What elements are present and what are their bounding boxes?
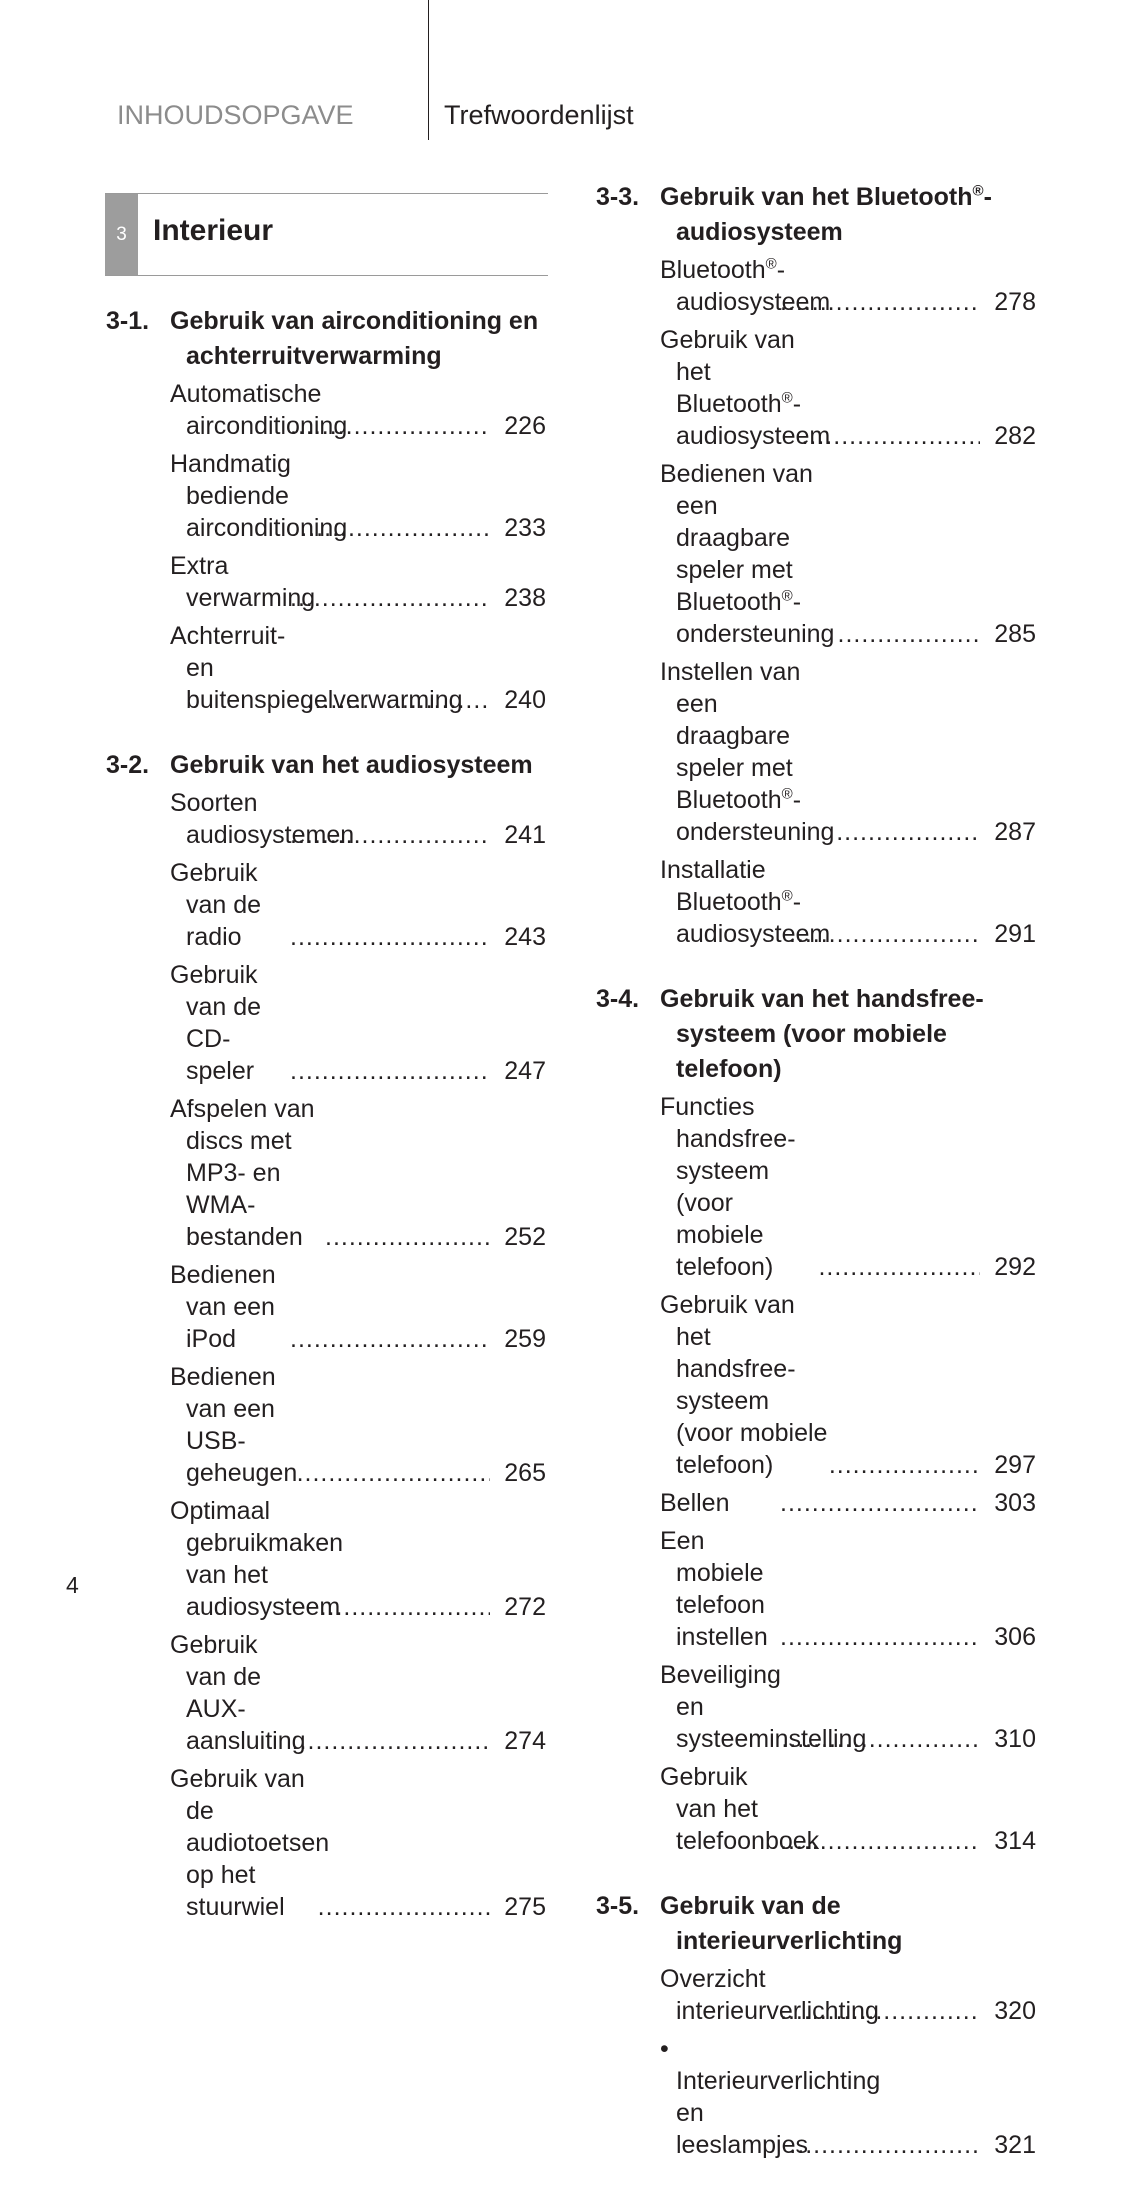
dot-leader [818,1251,980,1283]
entry-page: 292 [994,1253,1036,1281]
entry-text: • Interieurverlichting en leeslampjes [660,2035,881,2159]
entry-text: Achterruit- en buitenspiegelverwarming [170,622,463,714]
entry-page: 247 [504,1057,546,1085]
entry-text: Bluetooth®-audiosysteem [660,255,831,316]
section-title: Gebruik van het handsfree-systeem (voor mobiele telefoon) [660,985,984,1083]
entry-list [170,787,546,1923]
entry-text: Gebruik van het telefoonboek [660,1763,820,1855]
dot-leader [829,1449,980,1481]
dot-leader [290,410,490,442]
entry-text: Overzicht interieurverlichting [660,1965,879,2025]
entry-list [660,1963,1036,2161]
dot-leader [780,1621,980,1653]
entry-page: 275 [504,1893,546,1921]
dot-leader [801,420,980,452]
toc-entry[interactable] [170,378,546,442]
section-number: 3-2. [106,751,150,779]
entry-text: Gebruik van de CD-speler [170,961,262,1085]
entry-text: Gebruik van de audiotoetsen op het stuurwiel [170,1765,330,1921]
dot-leader [290,819,490,851]
entry-text: Gebruik van het handsfree-systeem (voor mobiele telefoon) [660,1291,828,1479]
entry-page: 240 [504,686,546,714]
toc-entry[interactable] [660,254,1036,318]
section-number: 3-3. [596,183,640,211]
toc-entry[interactable] [170,1629,546,1757]
entry-page: 238 [504,584,546,612]
entry-page: 274 [504,1727,546,1755]
section-heading[interactable] [596,180,1036,250]
toc-entry[interactable] [170,448,546,544]
entry-page: 282 [994,422,1036,450]
entry-page: 297 [994,1451,1036,1479]
entry-list [660,1091,1036,1857]
entry-page: 233 [504,514,546,542]
section-number: 3-1. [106,307,150,335]
toc-section [106,304,546,716]
page-number: 4 [66,1572,79,1598]
toc-entry[interactable] [660,324,1036,452]
entry-text: Handmatig bediende airconditioning [170,450,348,542]
dot-leader [318,1891,490,1923]
entry-text: Bellen [660,1489,730,1517]
entry-text: Bedienen van een USB-geheugen [170,1363,298,1487]
entry-page: 259 [504,1325,546,1353]
entry-page: 243 [504,923,546,951]
entry-text: Gebruik van de radio [170,859,262,951]
section-heading[interactable] [596,1889,1036,1959]
section-title: Gebruik van airconditioning en achterruitverwarming [170,307,539,370]
chapter-title: Interieur [153,214,274,247]
entry-text: Installatie Bluetooth®-audiosysteem [660,856,831,948]
toc-entry[interactable] [660,656,1036,848]
toc-entry[interactable] [660,1091,1036,1283]
toc-entry[interactable] [660,1487,1036,1519]
entry-text: Automatische airconditioning [170,380,348,440]
dot-leader [297,1457,490,1489]
toc-entry[interactable] [170,1259,546,1355]
toc-entry[interactable] [170,787,546,851]
toc-entry[interactable] [170,550,546,614]
toc-column-left [106,304,546,1955]
entry-text: Gebruik van het Bluetooth®-audiosysteem [660,326,831,450]
toc-column-right [596,180,1036,2193]
dot-leader [780,1995,980,2027]
entry-text: Beveiliging en systeeminstelling [660,1661,867,1753]
header-divider [428,0,429,140]
dot-leader [780,286,980,318]
entry-page: 252 [504,1223,546,1251]
entry-text: Een mobiele telefoon instellen [660,1527,768,1651]
entry-page: 303 [994,1489,1036,1517]
toc-section [596,180,1036,950]
entry-text: Bedienen van een iPod [170,1261,276,1353]
section-number: 3-4. [596,985,640,1013]
dot-leader [780,1487,980,1519]
entry-page: 321 [994,2131,1036,2159]
dot-leader [290,921,490,953]
entry-text: Gebruik van de AUX-aansluiting [170,1631,306,1755]
section-heading[interactable] [596,982,1036,1087]
toc-entry[interactable] [170,959,546,1087]
entry-page: 291 [994,920,1036,948]
dot-leader [290,1055,490,1087]
entry-text: Extra verwarming [170,552,316,612]
entry-text: Soorten audiosystemen [170,789,355,849]
dot-leader [292,1725,490,1757]
dot-leader [780,1825,980,1857]
entry-page: 320 [994,1997,1036,2025]
dot-leader [836,816,980,848]
entry-page: 314 [994,1827,1036,1855]
toc-entry[interactable] [660,458,1036,650]
entry-page: 287 [994,818,1036,846]
entry-page: 272 [504,1593,546,1621]
toc-entry[interactable] [660,1963,1036,2027]
entry-page: 241 [504,821,546,849]
toc-entry[interactable] [170,1093,546,1253]
dot-leader [290,582,490,614]
dot-leader [781,1723,980,1755]
toc-entry[interactable] [660,1659,1036,1755]
toc-entry[interactable] [170,620,546,716]
chapter-number: 3 [105,194,138,275]
toc-entry[interactable] [170,1763,546,1923]
entry-page: 285 [994,620,1036,648]
dot-leader [320,1591,490,1623]
entry-list [170,378,546,716]
dot-leader [789,2129,980,2161]
chapter-banner [105,193,548,276]
toc-section [106,748,546,1923]
toc-section [596,982,1036,1857]
entry-page: 310 [994,1725,1036,1753]
entry-page: 278 [994,288,1036,316]
section-title: Gebruik van het Bluetooth®-audiosysteem [660,182,992,246]
dot-leader [325,1221,490,1253]
entry-page: 226 [504,412,546,440]
toc-entry[interactable] [660,2033,1036,2161]
dot-leader [290,1323,490,1355]
dot-leader [307,684,490,716]
section-heading[interactable] [106,304,546,374]
toc-entry[interactable] [170,857,546,953]
entry-text: Functies handsfree-systeem (voor mobiele telefoon) [660,1093,796,1281]
toc-entry[interactable] [170,1361,546,1489]
entry-text: Optimaal gebruikmaken van het audiosysteem [170,1497,344,1621]
section-title: Gebruik van de interieurverlichting [660,1892,903,1955]
entry-text: Instellen van een draagbare speler met Bluetooth®-ondersteuning [660,658,835,846]
toc-entry[interactable] [660,1761,1036,1857]
toc-entry[interactable] [660,1525,1036,1653]
entry-page: 265 [504,1459,546,1487]
entry-page: 306 [994,1623,1036,1651]
toc-tab[interactable]: INHOUDSOPGAVE [117,100,354,130]
toc-section [596,1889,1036,2161]
toc-entry[interactable] [170,1495,546,1623]
entry-text: Bedienen van een draagbare speler met Bluetooth®-ondersteuning [660,460,835,648]
entry-list [660,254,1036,950]
section-number: 3-5. [596,1892,640,1920]
dot-leader [789,918,980,950]
toc-entry[interactable] [660,854,1036,950]
dot-leader [300,512,490,544]
section-title: Gebruik van het audiosysteem [170,751,533,779]
entry-text: Afspelen van discs met MP3- en WMA-bestanden [170,1095,315,1251]
index-tab[interactable]: Trefwoordenlijst [444,100,634,130]
toc-entry[interactable] [660,1289,1036,1481]
dot-leader [838,618,980,650]
section-heading[interactable] [106,748,546,783]
